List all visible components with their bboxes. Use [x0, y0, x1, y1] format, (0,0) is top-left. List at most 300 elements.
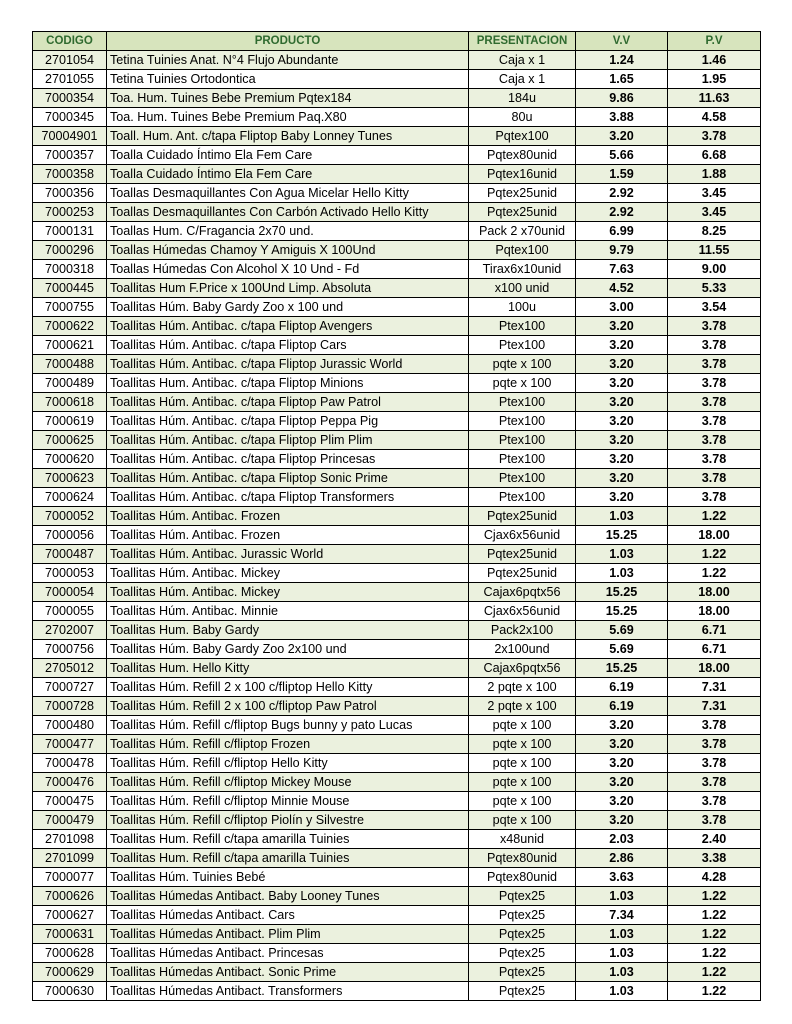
pv-price-cell: 6.71: [668, 621, 761, 640]
pv-price-cell: 1.22: [668, 963, 761, 982]
product-cell: Toallas Desmaquillantes Con Carbón Activado Hello Kitty: [107, 203, 469, 222]
pv-price-cell: 3.78: [668, 393, 761, 412]
presentation-cell: Pack2x100: [469, 621, 576, 640]
column-header-presentation: PRESENTACION: [469, 32, 576, 51]
product-cell: Toallitas Hum. Hello Kitty: [107, 659, 469, 678]
presentation-cell: pqte x 100: [469, 374, 576, 393]
presentation-cell: Cajax6pqtx56: [469, 583, 576, 602]
table-row: [33, 659, 761, 678]
product-cell: Toallitas Húm. Baby Gardy Zoo x 100 und: [107, 298, 469, 317]
vv-price-cell: 3.20: [576, 754, 668, 773]
vv-price-cell: 3.20: [576, 716, 668, 735]
pv-price-cell: 5.33: [668, 279, 761, 298]
presentation-cell: 2x100und: [469, 640, 576, 659]
vv-price-cell: 5.69: [576, 640, 668, 659]
vv-price-cell: 1.03: [576, 925, 668, 944]
table-row: [33, 716, 761, 735]
presentation-cell: Cjax6x56unid: [469, 602, 576, 621]
code-cell: 70004901: [33, 127, 107, 146]
pv-price-cell: 3.78: [668, 792, 761, 811]
code-cell: 7000756: [33, 640, 107, 659]
product-cell: Toallitas Húm. Refill c/fliptop Bugs bunny y pato Lucas: [107, 716, 469, 735]
pv-price-cell: 1.88: [668, 165, 761, 184]
vv-price-cell: 15.25: [576, 659, 668, 678]
presentation-cell: pqte x 100: [469, 811, 576, 830]
table-row: [33, 279, 761, 298]
product-cell: Toallitas Húm. Antibac. c/tapa Fliptop Cars: [107, 336, 469, 355]
table-row: [33, 412, 761, 431]
code-cell: 7000358: [33, 165, 107, 184]
code-cell: 7000618: [33, 393, 107, 412]
vv-price-cell: 3.00: [576, 298, 668, 317]
code-cell: 7000627: [33, 906, 107, 925]
pv-price-cell: 4.28: [668, 868, 761, 887]
table-row: [33, 336, 761, 355]
vv-price-cell: 7.34: [576, 906, 668, 925]
vv-price-cell: 2.92: [576, 203, 668, 222]
product-cell: Toallitas Húmedas Antibact. Transformers: [107, 982, 469, 1001]
code-cell: 7000476: [33, 773, 107, 792]
pv-price-cell: 3.78: [668, 716, 761, 735]
presentation-cell: pqte x 100: [469, 754, 576, 773]
table-row: [33, 963, 761, 982]
code-cell: 7000052: [33, 507, 107, 526]
vv-price-cell: 1.24: [576, 51, 668, 70]
table-row: [33, 108, 761, 127]
table-row: [33, 127, 761, 146]
product-cell: Toallitas Húmedas Antibact. Baby Looney Tunes: [107, 887, 469, 906]
product-cell: Toallitas Húm. Refill c/fliptop Piolín y Silvestre: [107, 811, 469, 830]
product-cell: Toallitas Hum. Antibac. c/tapa Fliptop Minions: [107, 374, 469, 393]
vv-price-cell: 3.20: [576, 393, 668, 412]
product-cell: Toallas Húmedas Con Alcohol X 10 Und - Fd: [107, 260, 469, 279]
presentation-cell: Pqtex25: [469, 944, 576, 963]
code-cell: 7000622: [33, 317, 107, 336]
vv-price-cell: 9.79: [576, 241, 668, 260]
product-cell: Tetina Tuinies Anat. N°4 Flujo Abundante: [107, 51, 469, 70]
vv-price-cell: 3.20: [576, 127, 668, 146]
pv-price-cell: 3.78: [668, 317, 761, 336]
product-cell: Toallitas Húm. Antibac. c/tapa Fliptop Jurassic World: [107, 355, 469, 374]
table-row: [33, 450, 761, 469]
column-header-pv: P.V: [668, 32, 761, 51]
code-cell: 7000475: [33, 792, 107, 811]
product-cell: Toallitas Húm. Antibac. c/tapa Fliptop Avengers: [107, 317, 469, 336]
code-cell: 7000356: [33, 184, 107, 203]
presentation-cell: Pqtex25: [469, 963, 576, 982]
vv-price-cell: 5.69: [576, 621, 668, 640]
presentation-cell: Pack 2 x70unid: [469, 222, 576, 241]
vv-price-cell: 3.20: [576, 412, 668, 431]
product-cell: Toallitas Húm. Antibac. Frozen: [107, 526, 469, 545]
table-row: [33, 526, 761, 545]
presentation-cell: Ptex100: [469, 336, 576, 355]
presentation-cell: 2 pqte x 100: [469, 678, 576, 697]
table-row: [33, 70, 761, 89]
presentation-cell: pqte x 100: [469, 792, 576, 811]
product-cell: Toallitas Húmedas Antibact. Sonic Prime: [107, 963, 469, 982]
table-row: [33, 868, 761, 887]
vv-price-cell: 3.20: [576, 374, 668, 393]
pv-price-cell: 3.54: [668, 298, 761, 317]
code-cell: 2705012: [33, 659, 107, 678]
table-row: [33, 488, 761, 507]
vv-price-cell: 7.63: [576, 260, 668, 279]
pv-price-cell: 3.45: [668, 203, 761, 222]
pv-price-cell: 18.00: [668, 659, 761, 678]
presentation-cell: Pqtex80unid: [469, 849, 576, 868]
pv-price-cell: 1.22: [668, 982, 761, 1001]
code-cell: 2701054: [33, 51, 107, 70]
table-row: [33, 830, 761, 849]
pv-price-cell: 3.78: [668, 431, 761, 450]
vv-price-cell: 3.20: [576, 488, 668, 507]
vv-price-cell: 2.92: [576, 184, 668, 203]
column-header-product: PRODUCTO: [107, 32, 469, 51]
product-cell: Toa. Hum. Tuines Bebe Premium Pqtex184: [107, 89, 469, 108]
code-cell: 7000253: [33, 203, 107, 222]
pv-price-cell: 9.00: [668, 260, 761, 279]
product-cell: Toallitas Húm. Antibac. c/tapa Fliptop Transformers: [107, 488, 469, 507]
vv-price-cell: 9.86: [576, 89, 668, 108]
column-header-vv: V.V: [576, 32, 668, 51]
code-cell: 7000480: [33, 716, 107, 735]
pv-price-cell: 1.95: [668, 70, 761, 89]
product-cell: Toallitas Húm. Antibac. Frozen: [107, 507, 469, 526]
presentation-cell: Tirax6x10unid: [469, 260, 576, 279]
vv-price-cell: 6.19: [576, 678, 668, 697]
vv-price-cell: 1.65: [576, 70, 668, 89]
code-cell: 7000354: [33, 89, 107, 108]
product-cell: Toallitas Hum. Refill c/tapa amarilla Tuinies: [107, 849, 469, 868]
presentation-cell: Pqtex80unid: [469, 868, 576, 887]
table-row: [33, 887, 761, 906]
product-cell: Toallitas Húm. Antibac. c/tapa Fliptop Plim Plim: [107, 431, 469, 450]
pv-price-cell: 3.78: [668, 754, 761, 773]
code-cell: 7000623: [33, 469, 107, 488]
presentation-cell: pqte x 100: [469, 716, 576, 735]
pv-price-cell: 8.25: [668, 222, 761, 241]
presentation-cell: Caja x 1: [469, 51, 576, 70]
code-cell: 2702007: [33, 621, 107, 640]
code-cell: 7000053: [33, 564, 107, 583]
presentation-cell: Pqtex25unid: [469, 203, 576, 222]
product-cell: Toallitas Húm. Antibac. Minnie: [107, 602, 469, 621]
pv-price-cell: 18.00: [668, 526, 761, 545]
product-cell: Toallitas Hum. Baby Gardy: [107, 621, 469, 640]
table-row: [33, 944, 761, 963]
table-row: [33, 431, 761, 450]
vv-price-cell: 1.03: [576, 564, 668, 583]
presentation-cell: 80u: [469, 108, 576, 127]
presentation-cell: pqte x 100: [469, 735, 576, 754]
code-cell: 7000489: [33, 374, 107, 393]
pv-price-cell: 4.58: [668, 108, 761, 127]
product-cell: Toallitas Húmedas Antibact. Princesas: [107, 944, 469, 963]
code-cell: 7000631: [33, 925, 107, 944]
pv-price-cell: 3.38: [668, 849, 761, 868]
code-cell: 7000619: [33, 412, 107, 431]
vv-price-cell: 15.25: [576, 526, 668, 545]
presentation-cell: Pqtex25: [469, 982, 576, 1001]
pv-price-cell: 1.22: [668, 906, 761, 925]
pv-price-cell: 18.00: [668, 583, 761, 602]
code-cell: 7000345: [33, 108, 107, 127]
table-row: [33, 355, 761, 374]
table-row: [33, 906, 761, 925]
vv-price-cell: 15.25: [576, 602, 668, 621]
code-cell: 7000077: [33, 868, 107, 887]
pv-price-cell: 1.22: [668, 944, 761, 963]
table-row: [33, 317, 761, 336]
presentation-cell: Ptex100: [469, 469, 576, 488]
code-cell: 7000624: [33, 488, 107, 507]
pv-price-cell: 1.46: [668, 51, 761, 70]
presentation-cell: Pqtex25: [469, 887, 576, 906]
product-cell: Toallitas Húmedas Antibact. Cars: [107, 906, 469, 925]
vv-price-cell: 2.86: [576, 849, 668, 868]
pv-price-cell: 1.22: [668, 564, 761, 583]
pv-price-cell: 3.78: [668, 469, 761, 488]
code-cell: 2701099: [33, 849, 107, 868]
code-cell: 7000445: [33, 279, 107, 298]
code-cell: 2701055: [33, 70, 107, 89]
vv-price-cell: 4.52: [576, 279, 668, 298]
product-cell: Toallitas Húm. Refill c/fliptop Hello Kitty: [107, 754, 469, 773]
presentation-cell: Cajax6pqtx56: [469, 659, 576, 678]
presentation-cell: 184u: [469, 89, 576, 108]
code-cell: 7000727: [33, 678, 107, 697]
table-row: [33, 754, 761, 773]
code-cell: 7000478: [33, 754, 107, 773]
presentation-cell: pqte x 100: [469, 355, 576, 374]
table-row: [33, 146, 761, 165]
presentation-cell: Ptex100: [469, 450, 576, 469]
code-cell: 7000477: [33, 735, 107, 754]
table-row: [33, 925, 761, 944]
table-row: [33, 773, 761, 792]
product-cell: Toallas Desmaquillantes Con Agua Micelar Hello Kitty: [107, 184, 469, 203]
table-header-row: [33, 32, 761, 51]
vv-price-cell: 1.03: [576, 982, 668, 1001]
vv-price-cell: 3.20: [576, 735, 668, 754]
presentation-cell: Pqtex16unid: [469, 165, 576, 184]
presentation-cell: Ptex100: [469, 393, 576, 412]
table-row: [33, 184, 761, 203]
product-cell: Toallitas Húm. Tuinies Bebé: [107, 868, 469, 887]
vv-price-cell: 15.25: [576, 583, 668, 602]
presentation-cell: x100 unid: [469, 279, 576, 298]
table-row: [33, 260, 761, 279]
code-cell: 7000056: [33, 526, 107, 545]
presentation-cell: Ptex100: [469, 412, 576, 431]
vv-price-cell: 3.20: [576, 773, 668, 792]
table-row: [33, 89, 761, 108]
product-cell: Toallitas Húmedas Antibact. Plim Plim: [107, 925, 469, 944]
code-cell: 7000626: [33, 887, 107, 906]
table-row: [33, 982, 761, 1001]
pv-price-cell: 3.78: [668, 355, 761, 374]
vv-price-cell: 1.03: [576, 887, 668, 906]
vv-price-cell: 1.03: [576, 944, 668, 963]
code-cell: 7000055: [33, 602, 107, 621]
column-header-code: CODIGO: [33, 32, 107, 51]
table-row: [33, 298, 761, 317]
product-cell: Toallitas Húm. Antibac. Jurassic World: [107, 545, 469, 564]
table-row: [33, 621, 761, 640]
presentation-cell: x48unid: [469, 830, 576, 849]
presentation-cell: pqte x 100: [469, 773, 576, 792]
vv-price-cell: 1.03: [576, 545, 668, 564]
pv-price-cell: 7.31: [668, 678, 761, 697]
pv-price-cell: 3.45: [668, 184, 761, 203]
product-cell: Toallas Hum. C/Fragancia 2x70 und.: [107, 222, 469, 241]
pv-price-cell: 18.00: [668, 602, 761, 621]
presentation-cell: 2 pqte x 100: [469, 697, 576, 716]
table-row: [33, 640, 761, 659]
pv-price-cell: 6.71: [668, 640, 761, 659]
code-cell: 7000488: [33, 355, 107, 374]
vv-price-cell: 6.19: [576, 697, 668, 716]
product-cell: Toallitas Húm. Refill 2 x 100 c/fliptop Hello Kitty: [107, 678, 469, 697]
presentation-cell: Pqtex25: [469, 925, 576, 944]
code-cell: 7000318: [33, 260, 107, 279]
vv-price-cell: 5.66: [576, 146, 668, 165]
table-row: [33, 849, 761, 868]
vv-price-cell: 1.03: [576, 507, 668, 526]
pv-price-cell: 11.55: [668, 241, 761, 260]
table-row: [33, 393, 761, 412]
pv-price-cell: 3.78: [668, 412, 761, 431]
pv-price-cell: 1.22: [668, 545, 761, 564]
vv-price-cell: 3.20: [576, 469, 668, 488]
code-cell: 7000630: [33, 982, 107, 1001]
code-cell: 7000620: [33, 450, 107, 469]
product-cell: Toalla Cuidado Íntimo Ela Fem Care: [107, 146, 469, 165]
product-cell: Toallas Húmedas Chamoy Y Amiguis X 100Und: [107, 241, 469, 260]
code-cell: 7000479: [33, 811, 107, 830]
pv-price-cell: 3.78: [668, 450, 761, 469]
table-row: [33, 545, 761, 564]
product-cell: Toallitas Húm. Baby Gardy Zoo 2x100 und: [107, 640, 469, 659]
presentation-cell: Cjax6x56unid: [469, 526, 576, 545]
product-cell: Toalla Cuidado Íntimo Ela Fem Care: [107, 165, 469, 184]
presentation-cell: Pqtex25unid: [469, 184, 576, 203]
code-cell: 7000755: [33, 298, 107, 317]
code-cell: 7000629: [33, 963, 107, 982]
table-row: [33, 564, 761, 583]
pv-price-cell: 7.31: [668, 697, 761, 716]
pv-price-cell: 3.78: [668, 127, 761, 146]
product-cell: Toallitas Húm. Antibac. Mickey: [107, 564, 469, 583]
presentation-cell: Caja x 1: [469, 70, 576, 89]
code-cell: 7000621: [33, 336, 107, 355]
product-cell: Toa. Hum. Tuines Bebe Premium Paq.X80: [107, 108, 469, 127]
table-row: [33, 697, 761, 716]
product-cell: Toallitas Húm. Refill c/fliptop Minnie Mouse: [107, 792, 469, 811]
product-cell: Toallitas Húm. Antibac. c/tapa Fliptop Peppa Pig: [107, 412, 469, 431]
pv-price-cell: 3.78: [668, 773, 761, 792]
table-row: [33, 241, 761, 260]
table-row: [33, 811, 761, 830]
table-row: [33, 203, 761, 222]
product-cell: Tetina Tuinies Ortodontica: [107, 70, 469, 89]
pv-price-cell: 2.40: [668, 830, 761, 849]
pv-price-cell: 1.22: [668, 925, 761, 944]
product-cell: Toallitas Húm. Antibac. Mickey: [107, 583, 469, 602]
table-row: [33, 602, 761, 621]
vv-price-cell: 3.63: [576, 868, 668, 887]
code-cell: 7000296: [33, 241, 107, 260]
table-row: [33, 222, 761, 241]
table-row: [33, 583, 761, 602]
pv-price-cell: 3.78: [668, 336, 761, 355]
table-row: [33, 678, 761, 697]
vv-price-cell: 3.20: [576, 450, 668, 469]
code-cell: 7000131: [33, 222, 107, 241]
table-row: [33, 792, 761, 811]
pv-price-cell: 11.63: [668, 89, 761, 108]
table-row: [33, 735, 761, 754]
product-cell: Toallitas Húm. Refill c/fliptop Frozen: [107, 735, 469, 754]
pv-price-cell: 3.78: [668, 811, 761, 830]
table-row: [33, 51, 761, 70]
vv-price-cell: 1.03: [576, 963, 668, 982]
presentation-cell: Pqtex25unid: [469, 564, 576, 583]
table-body: [33, 51, 761, 1001]
vv-price-cell: 1.59: [576, 165, 668, 184]
presentation-cell: Pqtex25unid: [469, 507, 576, 526]
product-cell: Toallitas Húm. Refill c/fliptop Mickey Mouse: [107, 773, 469, 792]
pv-price-cell: 1.22: [668, 507, 761, 526]
vv-price-cell: 2.03: [576, 830, 668, 849]
vv-price-cell: 3.20: [576, 811, 668, 830]
presentation-cell: Ptex100: [469, 488, 576, 507]
product-cell: Toallitas Húm. Refill 2 x 100 c/fliptop Paw Patrol: [107, 697, 469, 716]
product-cell: Toallitas Hum F.Price x 100Und Limp. Absoluta: [107, 279, 469, 298]
pv-price-cell: 3.78: [668, 488, 761, 507]
code-cell: 7000054: [33, 583, 107, 602]
code-cell: 7000487: [33, 545, 107, 564]
table-row: [33, 507, 761, 526]
vv-price-cell: 3.20: [576, 355, 668, 374]
table-row: [33, 469, 761, 488]
table-row: [33, 374, 761, 393]
product-cell: Toallitas Hum. Refill c/tapa amarilla Tuinies: [107, 830, 469, 849]
pv-price-cell: 6.68: [668, 146, 761, 165]
product-cell: Toall. Hum. Ant. c/tapa Fliptop Baby Lonney Tunes: [107, 127, 469, 146]
presentation-cell: Ptex100: [469, 317, 576, 336]
pv-price-cell: 3.78: [668, 735, 761, 754]
presentation-cell: Pqtex80unid: [469, 146, 576, 165]
code-cell: 7000628: [33, 944, 107, 963]
vv-price-cell: 6.99: [576, 222, 668, 241]
product-cell: Toallitas Húm. Antibac. c/tapa Fliptop Sonic Prime: [107, 469, 469, 488]
presentation-cell: Pqtex25unid: [469, 545, 576, 564]
vv-price-cell: 3.20: [576, 431, 668, 450]
presentation-cell: 100u: [469, 298, 576, 317]
code-cell: 7000625: [33, 431, 107, 450]
code-cell: 7000357: [33, 146, 107, 165]
product-cell: Toallitas Húm. Antibac. c/tapa Fliptop Princesas: [107, 450, 469, 469]
presentation-cell: Ptex100: [469, 431, 576, 450]
vv-price-cell: 3.20: [576, 336, 668, 355]
vv-price-cell: 3.20: [576, 792, 668, 811]
table-row: [33, 165, 761, 184]
pv-price-cell: 1.22: [668, 887, 761, 906]
code-cell: 2701098: [33, 830, 107, 849]
presentation-cell: Pqtex100: [469, 241, 576, 260]
